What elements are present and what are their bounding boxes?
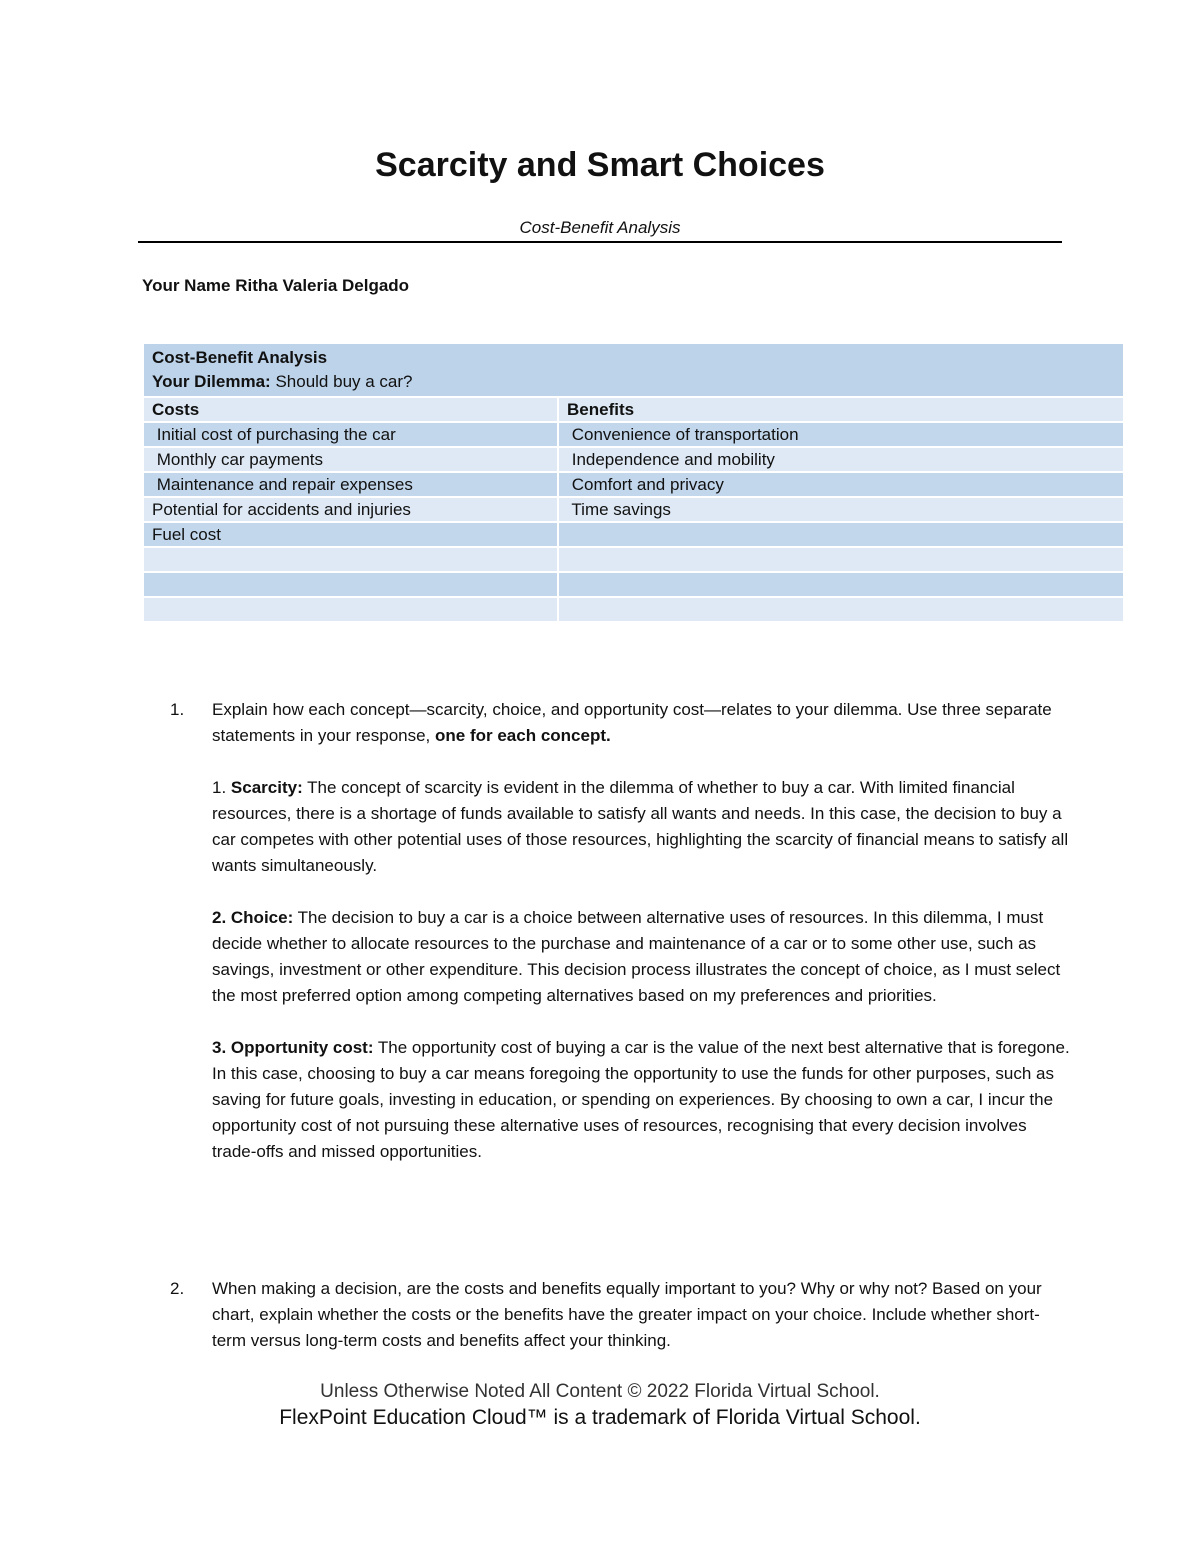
question-prompt-bold: one for each concept.: [435, 726, 611, 745]
benefit-cell: Time savings: [558, 497, 1124, 522]
cost-cell: [143, 547, 558, 572]
name-label: Your Name: [142, 276, 231, 295]
cost-cell: Fuel cost: [143, 522, 558, 547]
table-row: [143, 547, 1124, 572]
benefit-cell: Comfort and privacy: [558, 472, 1124, 497]
footer-copyright: Unless Otherwise Noted All Content © 2022 Florida Virtual School.: [320, 1381, 880, 1402]
benefit-cell: [558, 547, 1124, 572]
question-number: 2.: [170, 1279, 185, 1298]
costs-header: Costs: [143, 397, 558, 422]
question-number: 1.: [170, 700, 185, 719]
cost-cell: Potential for accidents and injuries: [143, 497, 558, 522]
table-row: [143, 422, 1124, 447]
benefit-cell: [558, 572, 1124, 597]
question-2: [170, 1276, 1070, 1354]
cost-benefit-table: [142, 342, 1125, 623]
footer-trademark: FlexPoint Education Cloud™ is a trademark of Florida Virtual School.: [279, 1406, 921, 1429]
question-prompt: Explain how each concept—scarcity, choice, and opportunity cost—relates to your dilemma. Use three separate statements in your response,: [212, 700, 1052, 745]
page-subtitle: Cost-Benefit Analysis: [519, 218, 681, 237]
question-1: [170, 697, 1070, 1165]
answer-label: 2. Choice:: [212, 908, 294, 927]
name-line: [142, 276, 409, 296]
answer-text: The opportunity cost of buying a car is the value of the next best alternative that is foregone. In this case, choosing to buy a car means foregoing the opportunity to use the funds for other purposes, such as saving for future goals, investing in education, or spending on experiences. By choosing to own a car, I incur the opportunity cost of not pursuing these alternative uses of resources, recognising that every decision involves trade-offs and missed opportunities.: [212, 1038, 1070, 1161]
cost-cell: Monthly car payments: [143, 447, 558, 472]
table-row: [143, 572, 1124, 597]
cost-cell: [143, 597, 558, 622]
question-text: [212, 697, 1070, 749]
dilemma-value: Should buy a car?: [275, 372, 413, 391]
answer-scarcity: [212, 775, 1070, 879]
table-row: [143, 447, 1124, 472]
answer-opportunity-cost: [212, 1035, 1070, 1165]
cost-cell: Initial cost of purchasing the car: [143, 422, 558, 447]
answer-label: Scarcity:: [230, 778, 303, 797]
answer-text: The decision to buy a car is a choice between alternative uses of resources. In this dilemma, I must decide whether to allocate resources to the purchase and maintenance of a car or to some other use, such as savings, investment or other expenditure. This decision process illustrates the concept of choice, as I must select the most preferred option among competing alternatives based on my preferences and priorities.: [212, 908, 1061, 1005]
table-row: [143, 597, 1124, 622]
table-title: Cost-Benefit Analysis: [152, 348, 328, 367]
cost-cell: Maintenance and repair expenses: [143, 472, 558, 497]
question-text: When making a decision, are the costs and benefits equally important to you? Why or why not? Based on your chart, explain whether the costs or the benefits have the greater impact on your choice. Include whether short-term versus long-term costs and benefits affect your thinking.: [212, 1279, 1042, 1350]
benefit-cell: [558, 522, 1124, 547]
page-title: Scarcity and Smart Choices: [375, 146, 825, 184]
table-row: [143, 522, 1124, 547]
answer-label: 3. Opportunity cost:: [212, 1038, 374, 1057]
cost-cell: [143, 572, 558, 597]
benefit-cell: [558, 597, 1124, 622]
answer-number: 1.: [212, 778, 231, 797]
benefits-header: Benefits: [558, 397, 1124, 422]
table-row: [143, 472, 1124, 497]
answer-choice: [212, 905, 1070, 1009]
table-header-cell: [143, 343, 1124, 397]
column-header-row: [143, 397, 1124, 422]
benefit-cell: Convenience of transportation: [558, 422, 1124, 447]
dilemma-line: [152, 370, 1115, 394]
dilemma-label: Your Dilemma:: [152, 372, 271, 391]
answer-text: The concept of scarcity is evident in the dilemma of whether to buy a car. With limited financial resources, there is a shortage of funds available to satisfy all wants and needs. In this case, the decision to buy a car competes with other potential uses of those resources, highlighting the scarcity of financial means to satisfy all wants simultaneously.: [212, 778, 1069, 875]
benefit-cell: Independence and mobility: [558, 447, 1124, 472]
name-value: Ritha Valeria Delgado: [235, 276, 410, 295]
title-divider: [138, 241, 1062, 243]
table-row: [143, 497, 1124, 522]
